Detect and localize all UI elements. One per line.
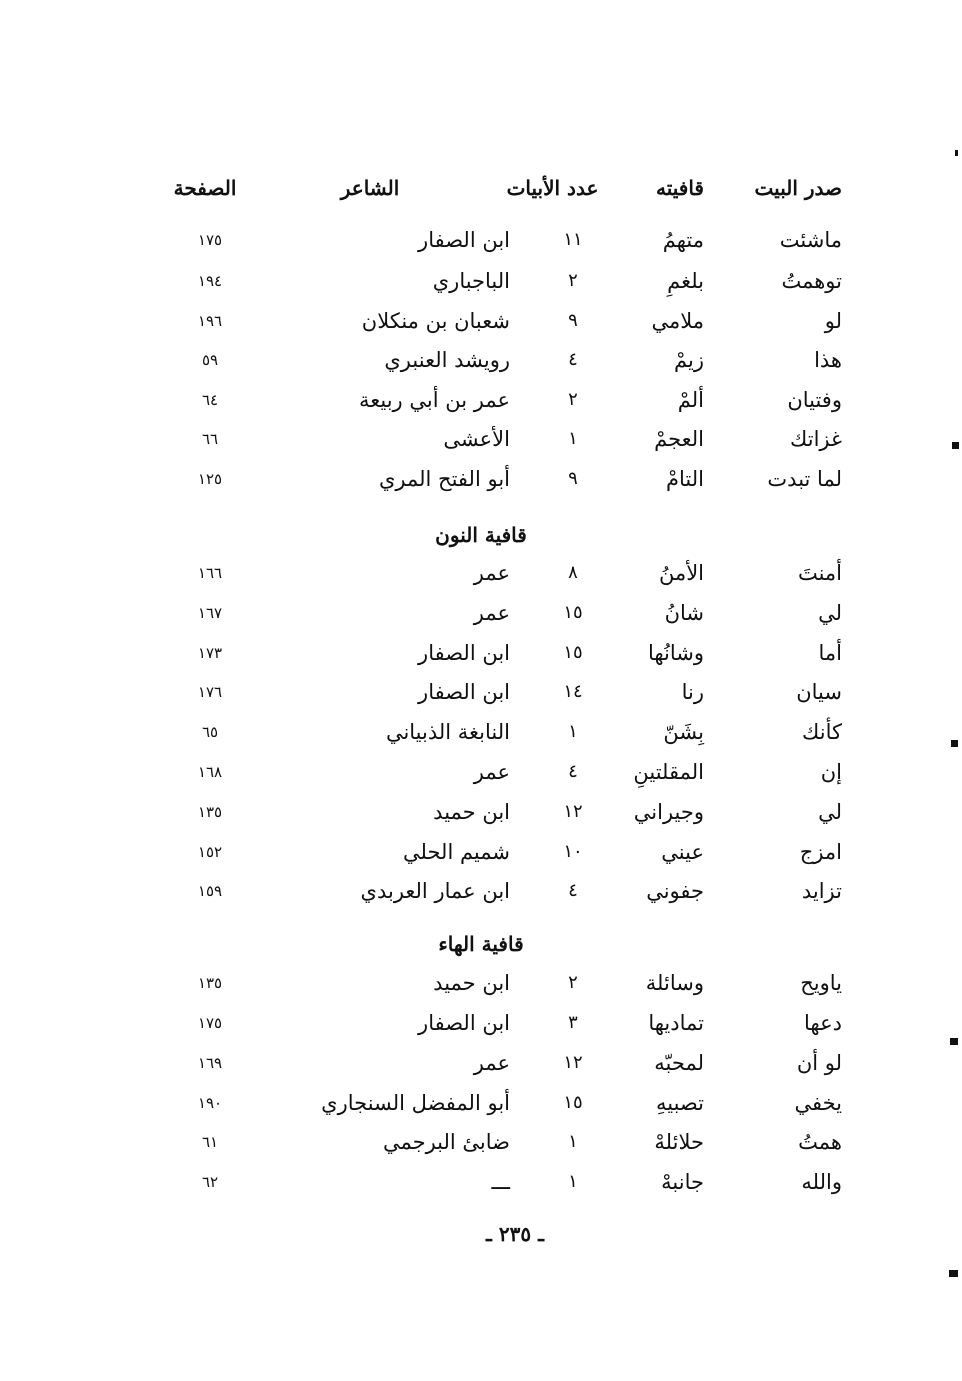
poet: ابن عمار العربدي: [360, 879, 510, 903]
poet: عمر: [473, 601, 510, 625]
first-hemistich: وفتيان: [787, 388, 842, 412]
rhyme: جفوني: [646, 879, 704, 903]
rhyme: الأمنُ: [658, 561, 704, 585]
first-hemistich: أمنتَ: [797, 561, 842, 585]
verse-count: ٢: [568, 270, 578, 291]
first-hemistich: لي: [818, 800, 842, 824]
verse-count: ١: [568, 1171, 578, 1192]
rhyme: تماديها: [648, 1011, 704, 1035]
scan-mark: [949, 1270, 958, 1277]
poet: عمر: [473, 561, 510, 585]
first-hemistich: كأنك: [802, 720, 842, 744]
first-hemistich: لي: [818, 601, 842, 625]
poet: شميم الحلي: [403, 840, 510, 864]
first-hemistich: تزايد: [801, 879, 842, 903]
table-row: [0, 633, 962, 673]
first-hemistich: يخفي: [794, 1091, 842, 1115]
rhyme: العجمْ: [654, 427, 704, 451]
verse-count: ١: [568, 428, 578, 449]
table-row: [0, 832, 962, 872]
verse-count: ١١: [563, 229, 583, 250]
header-rhyme: قافيته: [655, 176, 704, 200]
page-number: ٦٢: [201, 1173, 219, 1191]
first-hemistich: هذا: [814, 348, 842, 372]
rhyme: بِشَنّ: [663, 720, 704, 744]
page-number: ١٧٣: [197, 644, 223, 662]
page-number: ١٦٩: [197, 1054, 223, 1072]
verse-count: ٤: [568, 880, 578, 901]
poet: عمر: [473, 1051, 510, 1075]
scan-mark: [950, 1038, 958, 1045]
rhyme: ألمْ: [677, 388, 704, 412]
verse-count: ١: [568, 721, 578, 742]
rhyme: وشانُها: [647, 641, 704, 665]
table-row: [0, 459, 962, 499]
table-row: [0, 380, 962, 420]
section-title-ha: قافية الهاء: [438, 932, 524, 956]
verse-count: ١٢: [563, 801, 583, 822]
verse-count: ١: [568, 1131, 578, 1152]
table-row: [0, 752, 962, 792]
verse-count: ١٢: [563, 1052, 583, 1073]
page-number: ١٢٥: [197, 470, 223, 488]
verse-count: ١٠: [563, 841, 583, 862]
verse-count: ٢: [568, 972, 578, 993]
table-row: [0, 1043, 962, 1083]
first-hemistich: سيان: [796, 680, 842, 704]
first-hemistich: ياويح: [800, 971, 842, 995]
table-row: [0, 1003, 962, 1043]
rhyme: ملامي: [651, 309, 704, 333]
poet: رويشد العنبري: [384, 348, 510, 372]
page-number: ١٣٥: [197, 803, 223, 821]
table-row: [0, 593, 962, 633]
poet: أبو الفتح المري: [378, 467, 510, 491]
page-number: ١٧٥: [197, 1014, 223, 1032]
poet: الباجباري: [432, 269, 510, 293]
header-verse-count: عدد الأبيات: [506, 176, 599, 200]
page-number: ٥٩: [201, 351, 219, 369]
poet: عمر بن أبي ربيعة: [358, 388, 510, 412]
table-row: [0, 553, 962, 593]
first-hemistich: أما: [818, 641, 842, 665]
rhyme: وجيراني: [633, 800, 704, 824]
verse-count: ٩: [568, 468, 578, 489]
header-poet: الشاعر: [340, 176, 400, 200]
poet: ابن الصفار: [418, 228, 510, 252]
page-number: ١٦٦: [197, 564, 223, 582]
rhyme: جانبهْ: [661, 1170, 704, 1194]
table-row: [0, 301, 962, 341]
verse-count: ١٥: [563, 642, 583, 663]
page-number: ١٣٥: [197, 974, 223, 992]
page-number: ١٧٥: [197, 231, 223, 249]
page-number: ٦٦: [201, 430, 219, 448]
scan-mark: [951, 740, 958, 747]
page-number: ١٩٠: [197, 1094, 223, 1112]
table-header: [0, 168, 962, 208]
table-row: [0, 672, 962, 712]
first-hemistich: إن: [820, 760, 842, 784]
scan-mark: [952, 442, 959, 449]
page-number: ١٦٧: [197, 604, 223, 622]
first-hemistich: امزج: [799, 840, 842, 864]
poet: النابغة الذبياني: [385, 720, 510, 744]
table-row: [0, 261, 962, 301]
rhyme: زيمْ: [674, 348, 704, 372]
first-hemistich: لو: [824, 309, 842, 333]
first-hemistich: دعها: [804, 1011, 842, 1035]
page-footer-number: ـ ٢٣٥ ـ: [486, 1222, 544, 1246]
poet: الأعشى: [443, 427, 510, 451]
poet: عمر: [473, 760, 510, 784]
table-row: [0, 871, 962, 911]
poet: ضابئ البرجمي: [382, 1130, 510, 1154]
table-row: [0, 792, 962, 832]
first-hemistich: همتُ: [798, 1130, 842, 1154]
verse-count: ١٥: [563, 1092, 583, 1113]
rhyme: متهمُ: [662, 228, 704, 252]
section-title-nun: قافية النون: [435, 523, 527, 547]
page-number: ١٩٦: [197, 312, 223, 330]
poet: أبو المفضل السنجاري: [321, 1091, 510, 1115]
rhyme: المقلتينِ: [633, 760, 704, 784]
rhyme: شانُ: [664, 601, 704, 625]
rhyme: وسائلة: [645, 971, 704, 995]
page-number: ٦٤: [201, 391, 219, 409]
page-number: ١٧٦: [197, 683, 223, 701]
poet: ابن حميد: [433, 971, 510, 995]
table-row: [0, 712, 962, 752]
header-page: الصفحة: [173, 176, 237, 200]
table-row: [0, 419, 962, 459]
rhyme: حلائلهْ: [654, 1130, 704, 1154]
page-number: ١٦٨: [197, 763, 223, 781]
table-row: [0, 220, 962, 260]
poet: ـــ: [491, 1170, 510, 1194]
poet: ابن الصفار: [418, 641, 510, 665]
table-row: [0, 963, 962, 1003]
verse-count: ٤: [568, 761, 578, 782]
page-number: ١٥٢: [197, 843, 223, 861]
poet: شعبان بن منكلان: [361, 309, 510, 333]
rhyme: لمحبّه: [654, 1051, 704, 1075]
verse-count: ٢: [568, 389, 578, 410]
scan-mark: [955, 150, 958, 156]
verse-count: ٤: [568, 349, 578, 370]
table-row: [0, 1083, 962, 1123]
table-row: [0, 1122, 962, 1162]
verse-count: ١٥: [563, 602, 583, 623]
rhyme: بلغمِ: [667, 269, 704, 293]
first-hemistich: ماشئت: [779, 228, 842, 252]
poet: ابن حميد: [433, 800, 510, 824]
poet: ابن الصفار: [418, 1011, 510, 1035]
rhyme: تصبيهِ: [656, 1091, 704, 1115]
first-hemistich: لما تبدت: [767, 467, 842, 491]
verse-count: ٣: [568, 1012, 578, 1033]
first-hemistich: توهمتُ: [781, 269, 842, 293]
page-number: ١٥٩: [197, 882, 223, 900]
page-number: ٦١: [201, 1133, 219, 1151]
rhyme: عيني: [661, 840, 704, 864]
verse-count: ١٤: [563, 681, 583, 702]
page-number: ١٩٤: [197, 272, 223, 290]
verse-count: ٩: [568, 310, 578, 331]
table-row: [0, 1162, 962, 1202]
poet: ابن الصفار: [418, 680, 510, 704]
header-first-hemistich: صدر البيت: [754, 176, 842, 200]
page-number: ٦٥: [201, 723, 219, 741]
verse-count: ٨: [568, 562, 578, 583]
table-row: [0, 340, 962, 380]
first-hemistich: غزاتك: [790, 427, 842, 451]
first-hemistich: والله: [801, 1170, 842, 1194]
first-hemistich: لو أن: [796, 1051, 842, 1075]
rhyme: التامْ: [666, 467, 704, 491]
rhyme: رنا: [681, 680, 704, 704]
